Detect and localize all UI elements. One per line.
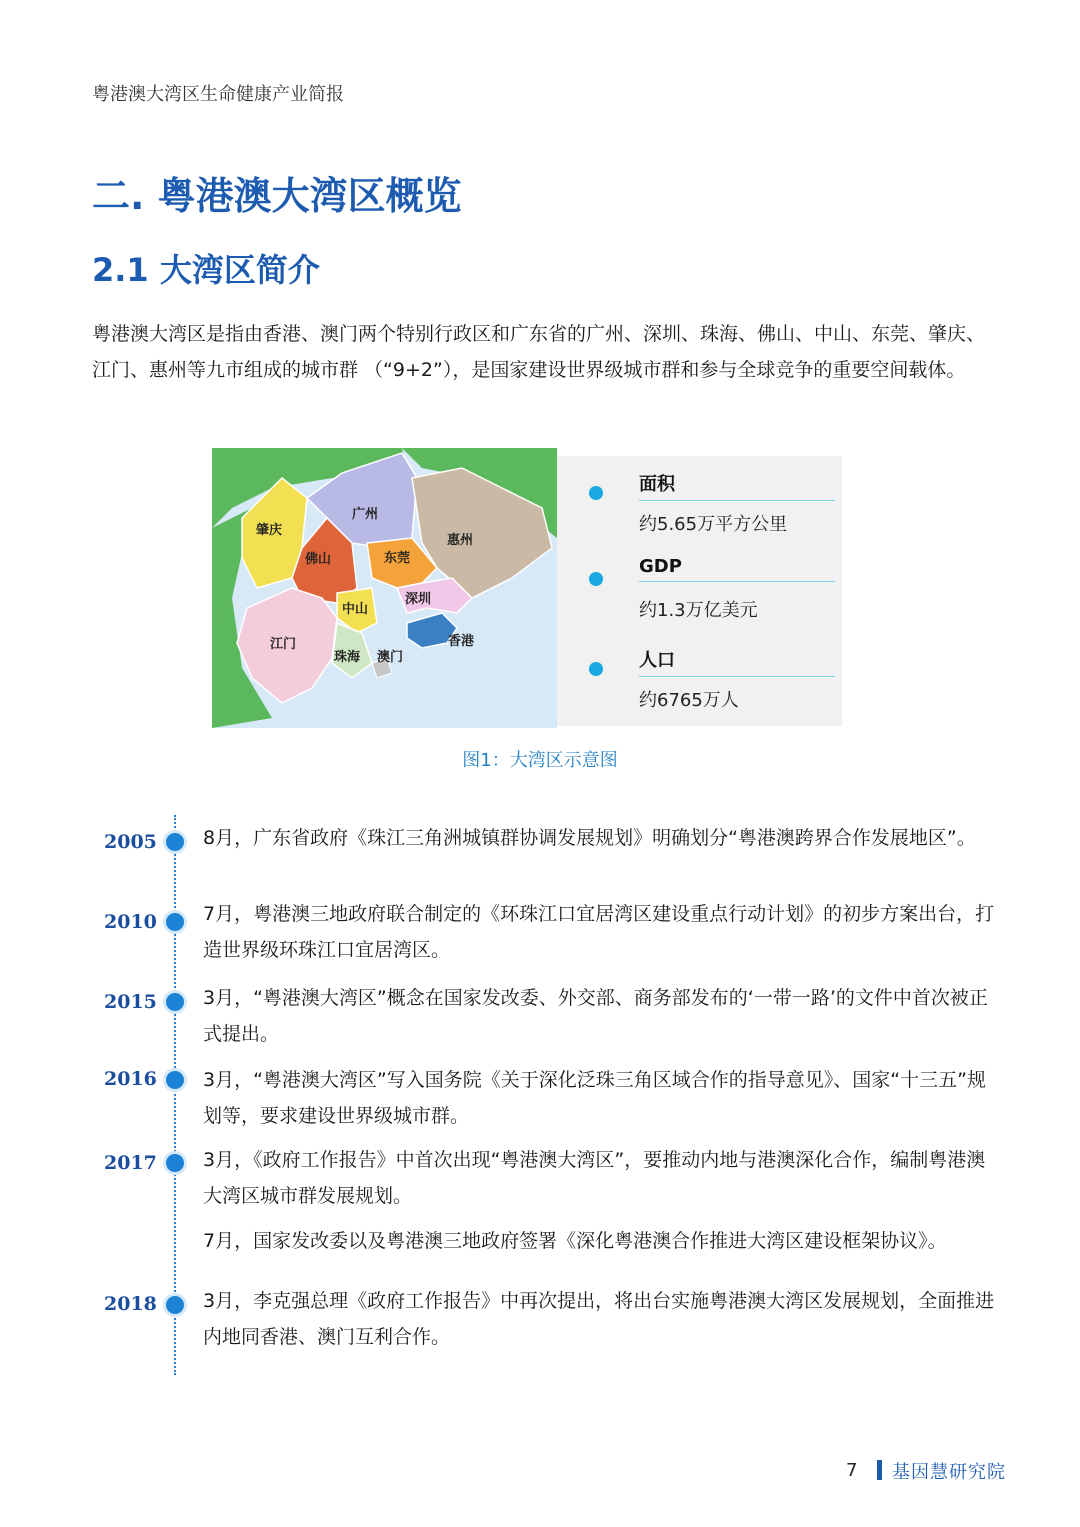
map-label-shenzhen: 深圳 [405, 592, 432, 607]
subsection-title: 2.1 大湾区简介 [92, 251, 320, 289]
map-label-zhaoqing: 肇庆 [256, 523, 283, 538]
map-label-zhongshan: 中山 [342, 602, 369, 617]
timeline-line [174, 815, 176, 1375]
timeline-dot-icon [166, 1071, 184, 1089]
timeline-event: 3月，《政府工作报告》中首次出现“粤港澳大湾区”，要推动内地与港澳深化合作，编制粤港澳大湾区城市群发展规划。 [203, 1149, 986, 1207]
section-title: 二. 粤港澳大湾区概览 [92, 174, 462, 218]
timeline-dot-icon [166, 993, 184, 1011]
map-label-huizhou: 惠州 [447, 533, 474, 548]
map-label-foshan: 佛山 [305, 552, 332, 567]
timeline-event: 7月，国家发改委以及粤港澳三地政府签署《深化粤港澳合作推进大湾区建设框架协议》。 [203, 1230, 947, 1252]
running-header: 粤港澳大湾区生命健康产业简报 [92, 84, 344, 105]
stat-label: GDP [639, 556, 835, 582]
map-label-guangzhou: 广州 [352, 507, 379, 522]
page-number: 7 [846, 1460, 858, 1481]
timeline-event: 8月，广东省政府《珠江三角洲城镇群协调发展规划》明确划分“粤港澳跨界合作发展地区”。 [203, 827, 976, 849]
map-label-zhuhai: 珠海 [334, 650, 361, 665]
bay-area-figure [212, 448, 842, 728]
timeline-dot-icon [166, 833, 184, 851]
stat-value: 约5.65万平方公里 [639, 514, 788, 535]
timeline-dot-icon [166, 1296, 184, 1314]
timeline-year: 2015 [104, 991, 157, 1013]
timeline-event: 3月，“粤港澳大湾区”写入国务院《关于深化泛珠三角区域合作的指导意见》、国家“十三五”规划等，要求建设世界级城市群。 [203, 1069, 986, 1127]
timeline-year: 2017 [104, 1152, 157, 1174]
bullet-dot-icon [589, 486, 603, 500]
timeline-event: 3月，李克强总理《政府工作报告》中再次提出，将出台实施粤港澳大湾区发展规划，全面推进内地同香港、澳门互利合作。 [203, 1290, 995, 1348]
timeline-year: 2018 [104, 1293, 157, 1315]
timeline-dot-icon [166, 1154, 184, 1172]
map-label-dongguan: 东莞 [384, 551, 411, 566]
stat-label: 人口 [639, 646, 835, 677]
stat-label: 面积 [639, 470, 835, 501]
map-label-jiangmen: 江门 [270, 637, 297, 652]
timeline-year: 2005 [104, 831, 157, 853]
timeline-event: 7月，粤港澳三地政府联合制定的《环珠江口宜居湾区建设重点行动计划》的初步方案出台，打造世界级环珠江口宜居湾区。 [203, 903, 995, 961]
timeline-year: 2016 [104, 1068, 157, 1090]
stat-value: 约1.3万亿美元 [639, 600, 758, 621]
bullet-dot-icon [589, 572, 603, 586]
timeline-year: 2010 [104, 911, 157, 933]
timeline-dot-icon [166, 913, 184, 931]
intro-paragraph: 粤港澳大湾区是指由香港、澳门两个特别行政区和广东省的广州、深圳、珠海、佛山、中山、东莞、肇庆、江门、惠州等九市组成的城市群 （“9+2”），是国家建设世界级城市群和参与全球竞争的重要空间载体。 [92, 323, 986, 381]
map-label-macau: 澳门 [377, 650, 404, 665]
timeline-event: 3月，“粤港澳大湾区”概念在国家发改委、外交部、商务部发布的‘一带一路’的文件中首次被正式提出。 [203, 987, 988, 1045]
footer-brand: 基因慧研究院 [892, 1462, 1006, 1483]
bay-area-map [212, 448, 557, 728]
footer-divider [877, 1460, 882, 1480]
stats-panel [557, 456, 842, 726]
map-label-hongkong: 香港 [448, 634, 475, 649]
figure-caption: 图1：大湾区示意图 [462, 750, 618, 771]
bullet-dot-icon [589, 662, 603, 676]
stat-value: 约6765万人 [639, 690, 739, 711]
